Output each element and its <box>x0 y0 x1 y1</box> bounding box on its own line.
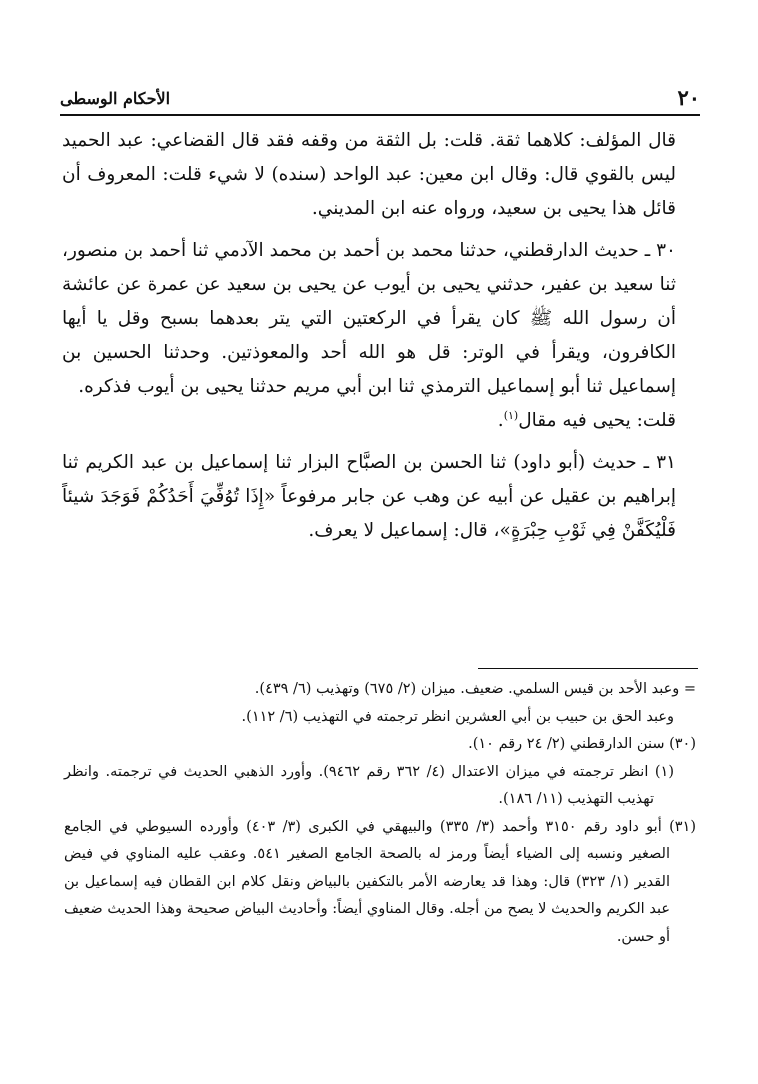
note-text: قلت: يحيى فيه مقال <box>518 410 676 431</box>
footnote-1: (١) انظر ترجمته في ميزان الاعتدال (٤/ ٣٦٢ رقم ٩٤٦٢). وأورد الذهبي الحديث في ترجمته. وانظر تهذيب التهذيب (١١/ ١٨٦). <box>64 763 675 807</box>
note-end: . <box>497 410 504 431</box>
footnote-30: (٣٠) سنن الدارقطني (٢/ ٢٤ رقم ١٠). <box>468 736 696 752</box>
page-number: ٢٠ <box>677 85 700 110</box>
footnote-reference: (١) <box>503 408 519 422</box>
paragraph-note <box>62 404 698 438</box>
main-text <box>62 124 698 548</box>
paragraph-author-note: قال المؤلف: كلاهما ثقة. قلت: بل الثقة من وقفه فقد قال القضاعي: عبد الحميد ليس بالقوي قال: وقال ابن معين: عبد الواحد (سنده) لا شيء قلت: المعروف أن قائل هذا يحيى بن سعيد، ورواه عنه ابن المديني. <box>62 130 676 219</box>
footnote-separator <box>478 668 698 669</box>
footnote-31: (٣١) أبو داود رقم ٣١٥٠ وأحمد (٣/ ٣٣٥) والبيهقي في الكبرى (٣/ ٤٠٣) وأورده السيوطي في الجامع الصغير ونسبه إلى الضياء أيضاً ورمز له بالصحة الجامع الصغير ٥٤١. وعقب عليه المناوي في فيض القدير (١/ ٣٢٣) قال: وهذا قد يعارضه الأمر بالتكفين بالبياض ونقل كلام ابن القطان فيه إسماعيل بن عبد الكريم والحديث لا يصح من أجله. وقال المناوي أيضاً: وأحاديث البياض صحيحة وهذا الحديث ضعيف أو حسن. <box>64 818 697 945</box>
hadith-31-text: ٣١ ـ حديث (أبو داود) ثنا الحسن بن الصبَّاح البزار ثنا إسماعيل بن عبد الكريم ثنا إبراهيم بن عقيل عن أبيه عن وهب عن جابر مرفوعاً <box>62 452 676 507</box>
footnotes <box>64 676 696 951</box>
page-header <box>60 84 700 116</box>
paragraph-hadith-31 <box>62 446 698 548</box>
hadith-31-end: ، قال: إسماعيل لا يعرف. <box>308 520 500 541</box>
hadith-quote: «إِذَا تُوُفِّيَ أَحَدُكُمْ فَوَجَدَ شيئاً فَلْيُكَفَّنْ فِي ثَوْبِ حِبْرَةٍ» <box>62 486 676 541</box>
running-title: الأحكام الوسطى <box>60 89 171 108</box>
paragraph-hadith-30: ٣٠ ـ حديث الدارقطني، حدثنا محمد بن أحمد بن محمد الآدمي ثنا أحمد بن منصور، ثنا سعيد بن عفير، حدثني يحيى بن أيوب عن يحيى بن سعيد عن عمرة عن عائشة أن رسول الله ﷺ كان يقرأ في الركعتين التي يتر بعدهما بسبح وقل يا أيها الكافرون، ويقرأ في الوتر: قل هو الله أحد والمعوذتين. وحدثنا الحسين بن إسماعيل ثنا أبو إسماعيل الترمذي ثنا ابن أبي مريم حدثنا يحيى بن أيوب فذكره. <box>62 240 676 397</box>
footnote-continued-line: = وعبد الأحد بن قيس السلمي. ضعيف. ميزان (٢/ ٦٧٥) وتهذيب (٦/ ٤٣٩). <box>254 681 696 697</box>
footnote-continued-line: وعبد الحق بن حبيب بن أبي العشرين انظر ترجمته في التهذيب (٦/ ١١٢). <box>241 708 674 725</box>
